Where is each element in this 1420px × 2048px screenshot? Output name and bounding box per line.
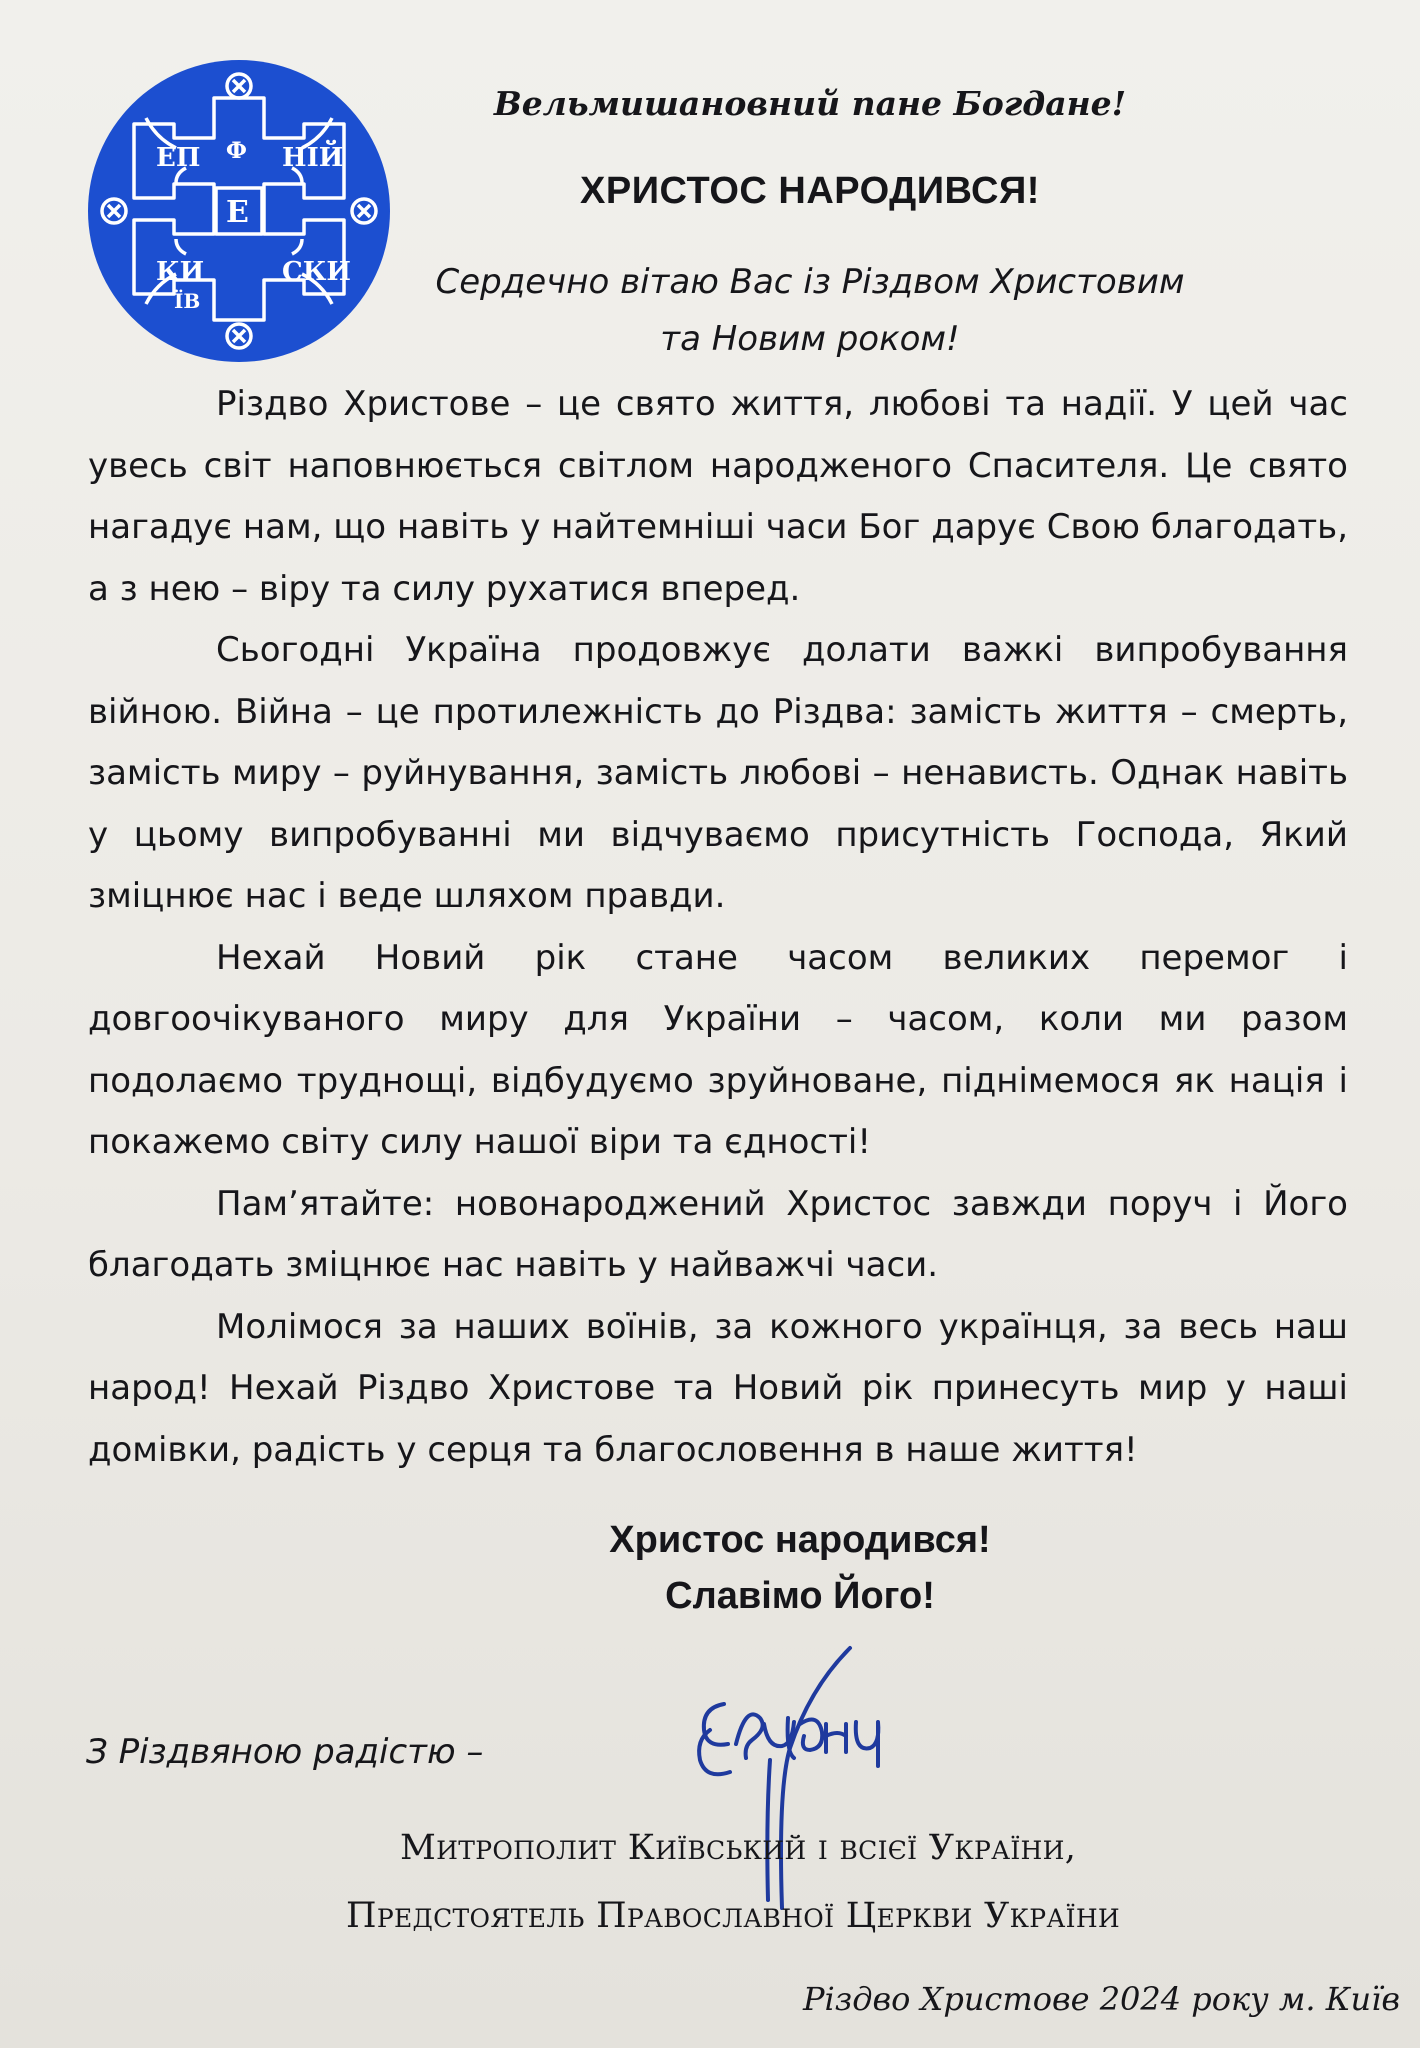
greeting-line-1: Сердечно вітаю Вас із Різдвом Христовим: [435, 262, 1185, 302]
regards-line: З Різдвяною радістю –: [86, 1732, 484, 1772]
svg-text:Е: Е: [226, 195, 249, 230]
signatory-title-line-1: Митрополит Київський і всієї України,: [400, 1828, 1077, 1868]
paragraph: Сьогодні Україна продовжує долати важкі випробування війною. Війна – це протилежність до Різдва: замість життя – смерть, замість миру – руйнування, замість любові – ненависть. Однак навіть у цьому випробуванні ми відчуваємо присутність Господа, Який зміцнює нас і веде шляхом правди.: [88, 630, 1348, 916]
letter-body: [88, 374, 1348, 1481]
closing-line-1: Христос народився!: [609, 1519, 991, 1561]
closing-acclamation: [520, 1512, 1080, 1624]
svg-text:ЕП: ЕП: [156, 143, 201, 173]
greeting: [320, 254, 1300, 368]
svg-text:Ф: Ф: [226, 138, 247, 164]
paragraph: Пам’ятайте: новонароджений Христос завжди поруч і Його благодать зміцнює нас навіть у найважчі часи.: [88, 1183, 1348, 1285]
dateline: Різдво Христове 2024 року м. Київ: [802, 1980, 1400, 2018]
headline: ХРИСТОС НАРОДИВСЯ!: [580, 170, 1040, 212]
svg-text:ЇВ: ЇВ: [174, 289, 201, 313]
svg-text:НІЙ: НІЙ: [282, 143, 344, 173]
signatory-title-line-2: Предстоятель Православної Церкви України: [346, 1896, 1121, 1936]
handwritten-signature: [660, 1640, 990, 1920]
svg-text:КИ: КИ: [156, 257, 205, 287]
paragraph: Різдво Христове – це свято життя, любові та надії. У цей час увесь світ наповнюється світлом народженого Спасителя. Це свято нагадує нам, що навіть у найтемніші часи Бог дарує Свою благодать, а з нею – віру та силу рухатися вперед.: [88, 384, 1348, 609]
paragraph: Нехай Новий рік стане часом великих перемог і довгоочікуваного миру для України – часом, коли ми разом подолаємо труднощі, відбудуємо зруйноване, піднімемося як нація і покажемо світу силу нашої віри та єдності!: [88, 937, 1348, 1162]
salutation: Вельмишановний пане Богдане!: [493, 84, 1127, 123]
paragraph: Молімося за наших воїнів, за кожного українця, за весь наш народ! Нехай Різдво Христове та Новий рік принесуть мир у наші домівки, радість у серця та благословення в наше життя!: [88, 1306, 1348, 1470]
closing-line-2: Славімо Його!: [665, 1575, 935, 1617]
signature-graphic: [660, 1640, 990, 1920]
svg-text:СКИ: СКИ: [282, 257, 351, 287]
greeting-line-2: та Новим роком!: [660, 319, 960, 359]
